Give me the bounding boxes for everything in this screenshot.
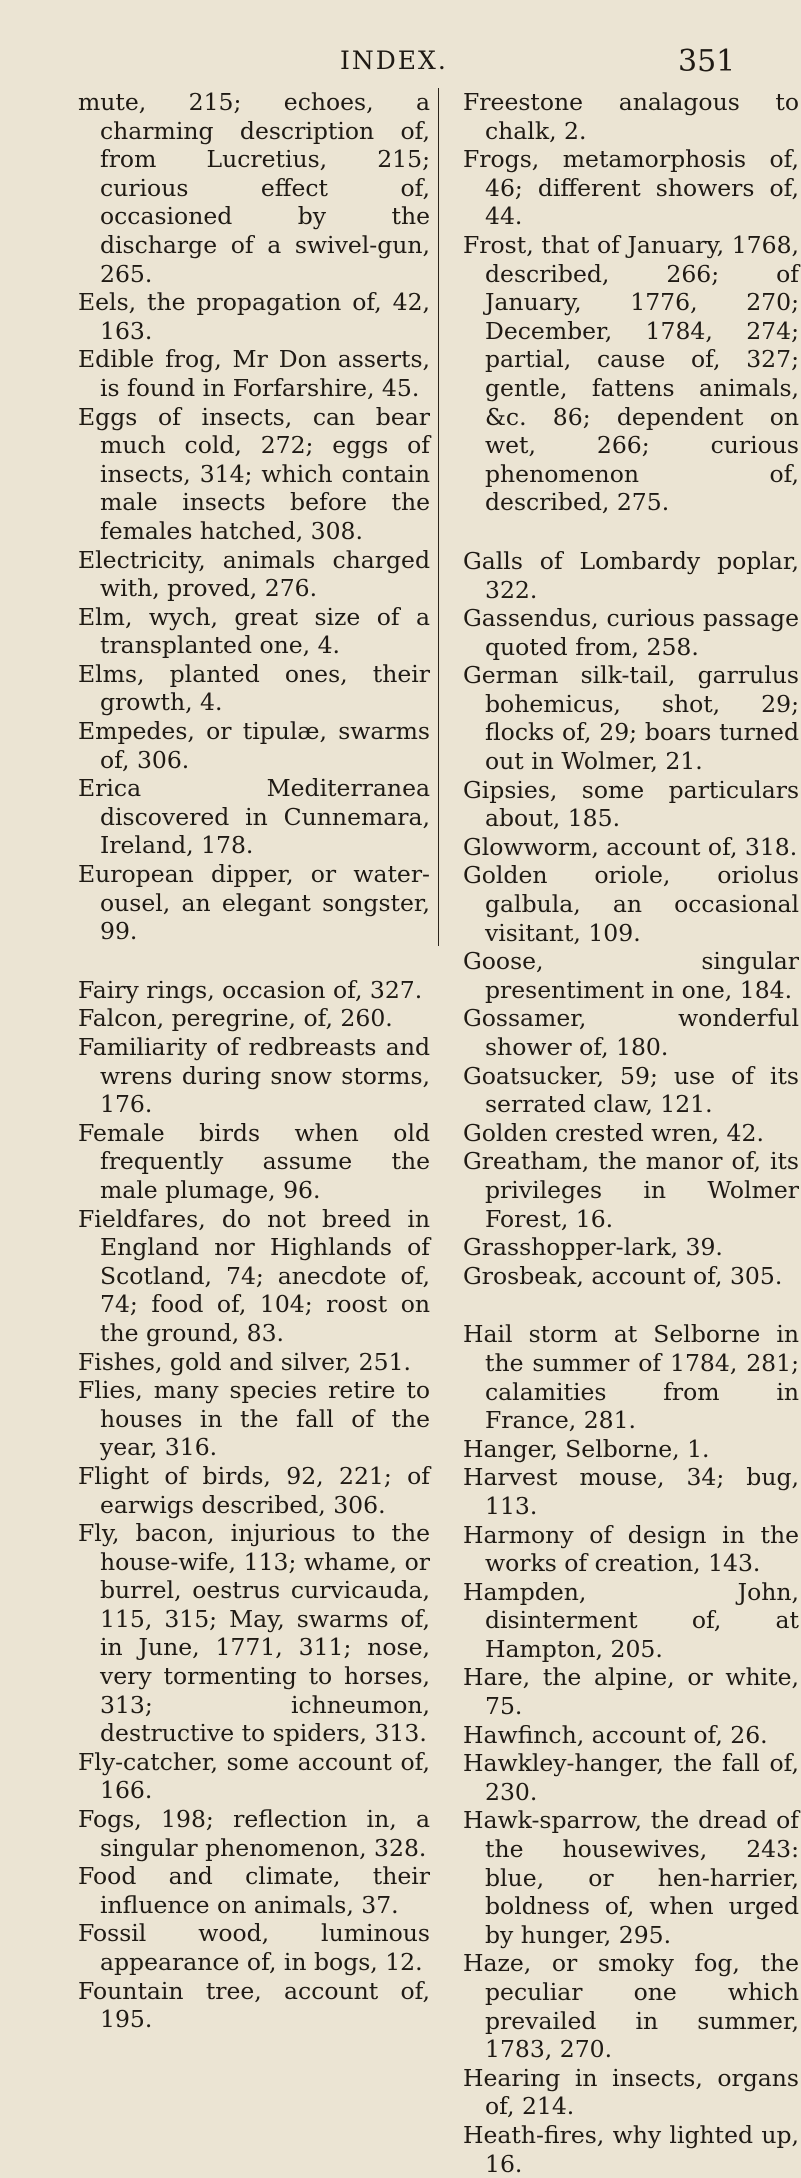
index-entry: Hearing in insects, organs of, 214. bbox=[463, 2063, 799, 2121]
index-entry: Eggs of insects, can bear much cold, 272; eggs of insects, 314; which contain male insects before the females hatched, 308. bbox=[78, 402, 430, 545]
index-entry: Eels, the propagation of, 42, 163. bbox=[78, 288, 430, 345]
index-entry: Glowworm, account of, 318. bbox=[463, 832, 798, 861]
index-entry: Familiarity of redbreasts and wrens during snow storms, 176. bbox=[78, 1033, 430, 1119]
right-column bbox=[463, 88, 799, 2178]
index-entry: Galls of Lombardy poplar, 322. bbox=[463, 546, 799, 604]
index-entry: Fishes, gold and silver, 251. bbox=[78, 1347, 411, 1376]
index-entry: Fieldfares, do not breed in England nor Highlands of Scotland, 74; anecdote of, 74; food of, 104; roost on the ground, 83. bbox=[78, 1204, 430, 1347]
index-entry: Goatsucker, 59; use of its serrated claw, 121. bbox=[463, 1061, 799, 1119]
index-entry: Hawkley-hanger, the fall of, 230. bbox=[463, 1749, 799, 1806]
index-entry: Erica Mediterranea discovered in Cunnemara, Ireland, 178. bbox=[78, 774, 430, 860]
index-entry: Food and climate, their influence on animals, 37. bbox=[78, 1862, 430, 1919]
index-entry: Hare, the alpine, or white, 75. bbox=[463, 1663, 799, 1721]
index-entry: mute, 215; echoes, a charming description of, from Lucretius, 215; curious effect of, occasioned by the discharge of a swivel-gun, 265. bbox=[78, 88, 430, 288]
index-entry: Hawk-sparrow, the dread of the housewives, 243: blue, or hen-harrier, boldness of, when urged by hunger, 295. bbox=[463, 1806, 799, 1949]
index-entry: Frost, that of January, 1768, described, 266; of January, 1776, 270; December, 1784, 274; partial, cause of, 327; gentle, fattens animals, &c. 86; dependent on wet, 266; curious phenomenon of, described, 275. bbox=[463, 230, 799, 517]
index-entry: Freestone analagous to chalk, 2. bbox=[463, 88, 799, 145]
index-entry: Fairy rings, occasion of, 327. bbox=[78, 975, 423, 1004]
index-entry: Elm, wych, great size of a transplanted one, 4. bbox=[78, 602, 430, 660]
index-entry: Golden oriole, oriolus galbula, an occasional visitant, 109. bbox=[463, 861, 799, 947]
index-entry: Gassendus, curious passage quoted from, 258. bbox=[463, 604, 799, 661]
index-entry: Frogs, metamorphosis of, 46; different showers of, 44. bbox=[463, 145, 799, 231]
index-entry: Grasshopper-lark, 39. bbox=[463, 1233, 723, 1262]
index-entry: Fly, bacon, injurious to the house-wife, 113; whame, or burrel, oestrus curvicauda, 115, 315; May, swarms of, in June, 1771, 311; nose, very tormenting to horses, 313; ichneumon, destructive to spiders, 313. bbox=[78, 1519, 430, 1748]
index-entry: Fogs, 198; reflection in, a singular phenomenon, 328. bbox=[78, 1805, 430, 1862]
index-entry: Grosbeak, account of, 305. bbox=[463, 1261, 783, 1290]
index-entry: Fossil wood, luminous appearance of, in bogs, 12. bbox=[78, 1919, 430, 1976]
index-entry: Hail storm at Selborne in the summer of 1784, 281; calamities from in France, 281. bbox=[463, 1320, 799, 1435]
index-entry: Empedes, or tipulæ, swarms of, 306. bbox=[78, 717, 430, 774]
index-entry: Hanger, Selborne, 1. bbox=[463, 1434, 710, 1463]
index-entry: Greatham, the manor of, its privileges in Wolmer Forest, 16. bbox=[463, 1147, 799, 1233]
index-entry: Electricity, animals charged with, proved, 276. bbox=[78, 545, 430, 603]
page-header bbox=[0, 40, 801, 80]
index-entry: Heath-fires, why lighted up, 16. bbox=[463, 2120, 799, 2178]
index-entry: Fountain tree, account of, 195. bbox=[78, 1976, 430, 2034]
index-entry: Hawfinch, account of, 26. bbox=[463, 1720, 768, 1749]
index-entry: Fly-catcher, some account of, 166. bbox=[78, 1747, 430, 1805]
page-title: INDEX. bbox=[340, 46, 448, 75]
index-entry: Falcon, peregrine, of, 260. bbox=[78, 1004, 393, 1033]
index-entry: Gipsies, some particulars about, 185. bbox=[463, 775, 799, 833]
index-entry: Elms, planted ones, their growth, 4. bbox=[78, 659, 430, 717]
column-divider bbox=[438, 88, 439, 946]
index-entry: Edible frog, Mr Don asserts, is found in Forfarshire, 45. bbox=[78, 345, 430, 402]
index-entry: Flies, many species retire to houses in the fall of the year, 316. bbox=[78, 1376, 430, 1462]
index-entry: Golden crested wren, 42. bbox=[463, 1118, 764, 1147]
index-entry: Gossamer, wonderful shower of, 180. bbox=[463, 1004, 799, 1061]
index-entry: Harmony of design in the works of creation, 143. bbox=[463, 1520, 799, 1578]
index-entry: Harvest mouse, 34; bug, 113. bbox=[463, 1463, 799, 1520]
index-entry: Flight of birds, 92, 221; of earwigs described, 306. bbox=[78, 1461, 430, 1519]
index-entry: Goose, singular presentiment in one, 184. bbox=[463, 947, 799, 1004]
index-entry: Hampden, John, disinterment of, at Hampton, 205. bbox=[463, 1577, 799, 1663]
index-entry: European dipper, or water-ousel, an elegant songster, 99. bbox=[78, 860, 430, 946]
page-number: 351 bbox=[678, 44, 736, 79]
index-entry: German silk-tail, garrulus bohemicus, shot, 29; flocks of, 29; boars turned out in Wolmer, 21. bbox=[463, 661, 799, 776]
index-entry: Haze, or smoky fog, the peculiar one which prevailed in summer, 1783, 270. bbox=[463, 1949, 799, 2064]
index-entry: Female birds when old frequently assume the male plumage, 96. bbox=[78, 1118, 430, 1204]
left-column bbox=[78, 88, 430, 2034]
